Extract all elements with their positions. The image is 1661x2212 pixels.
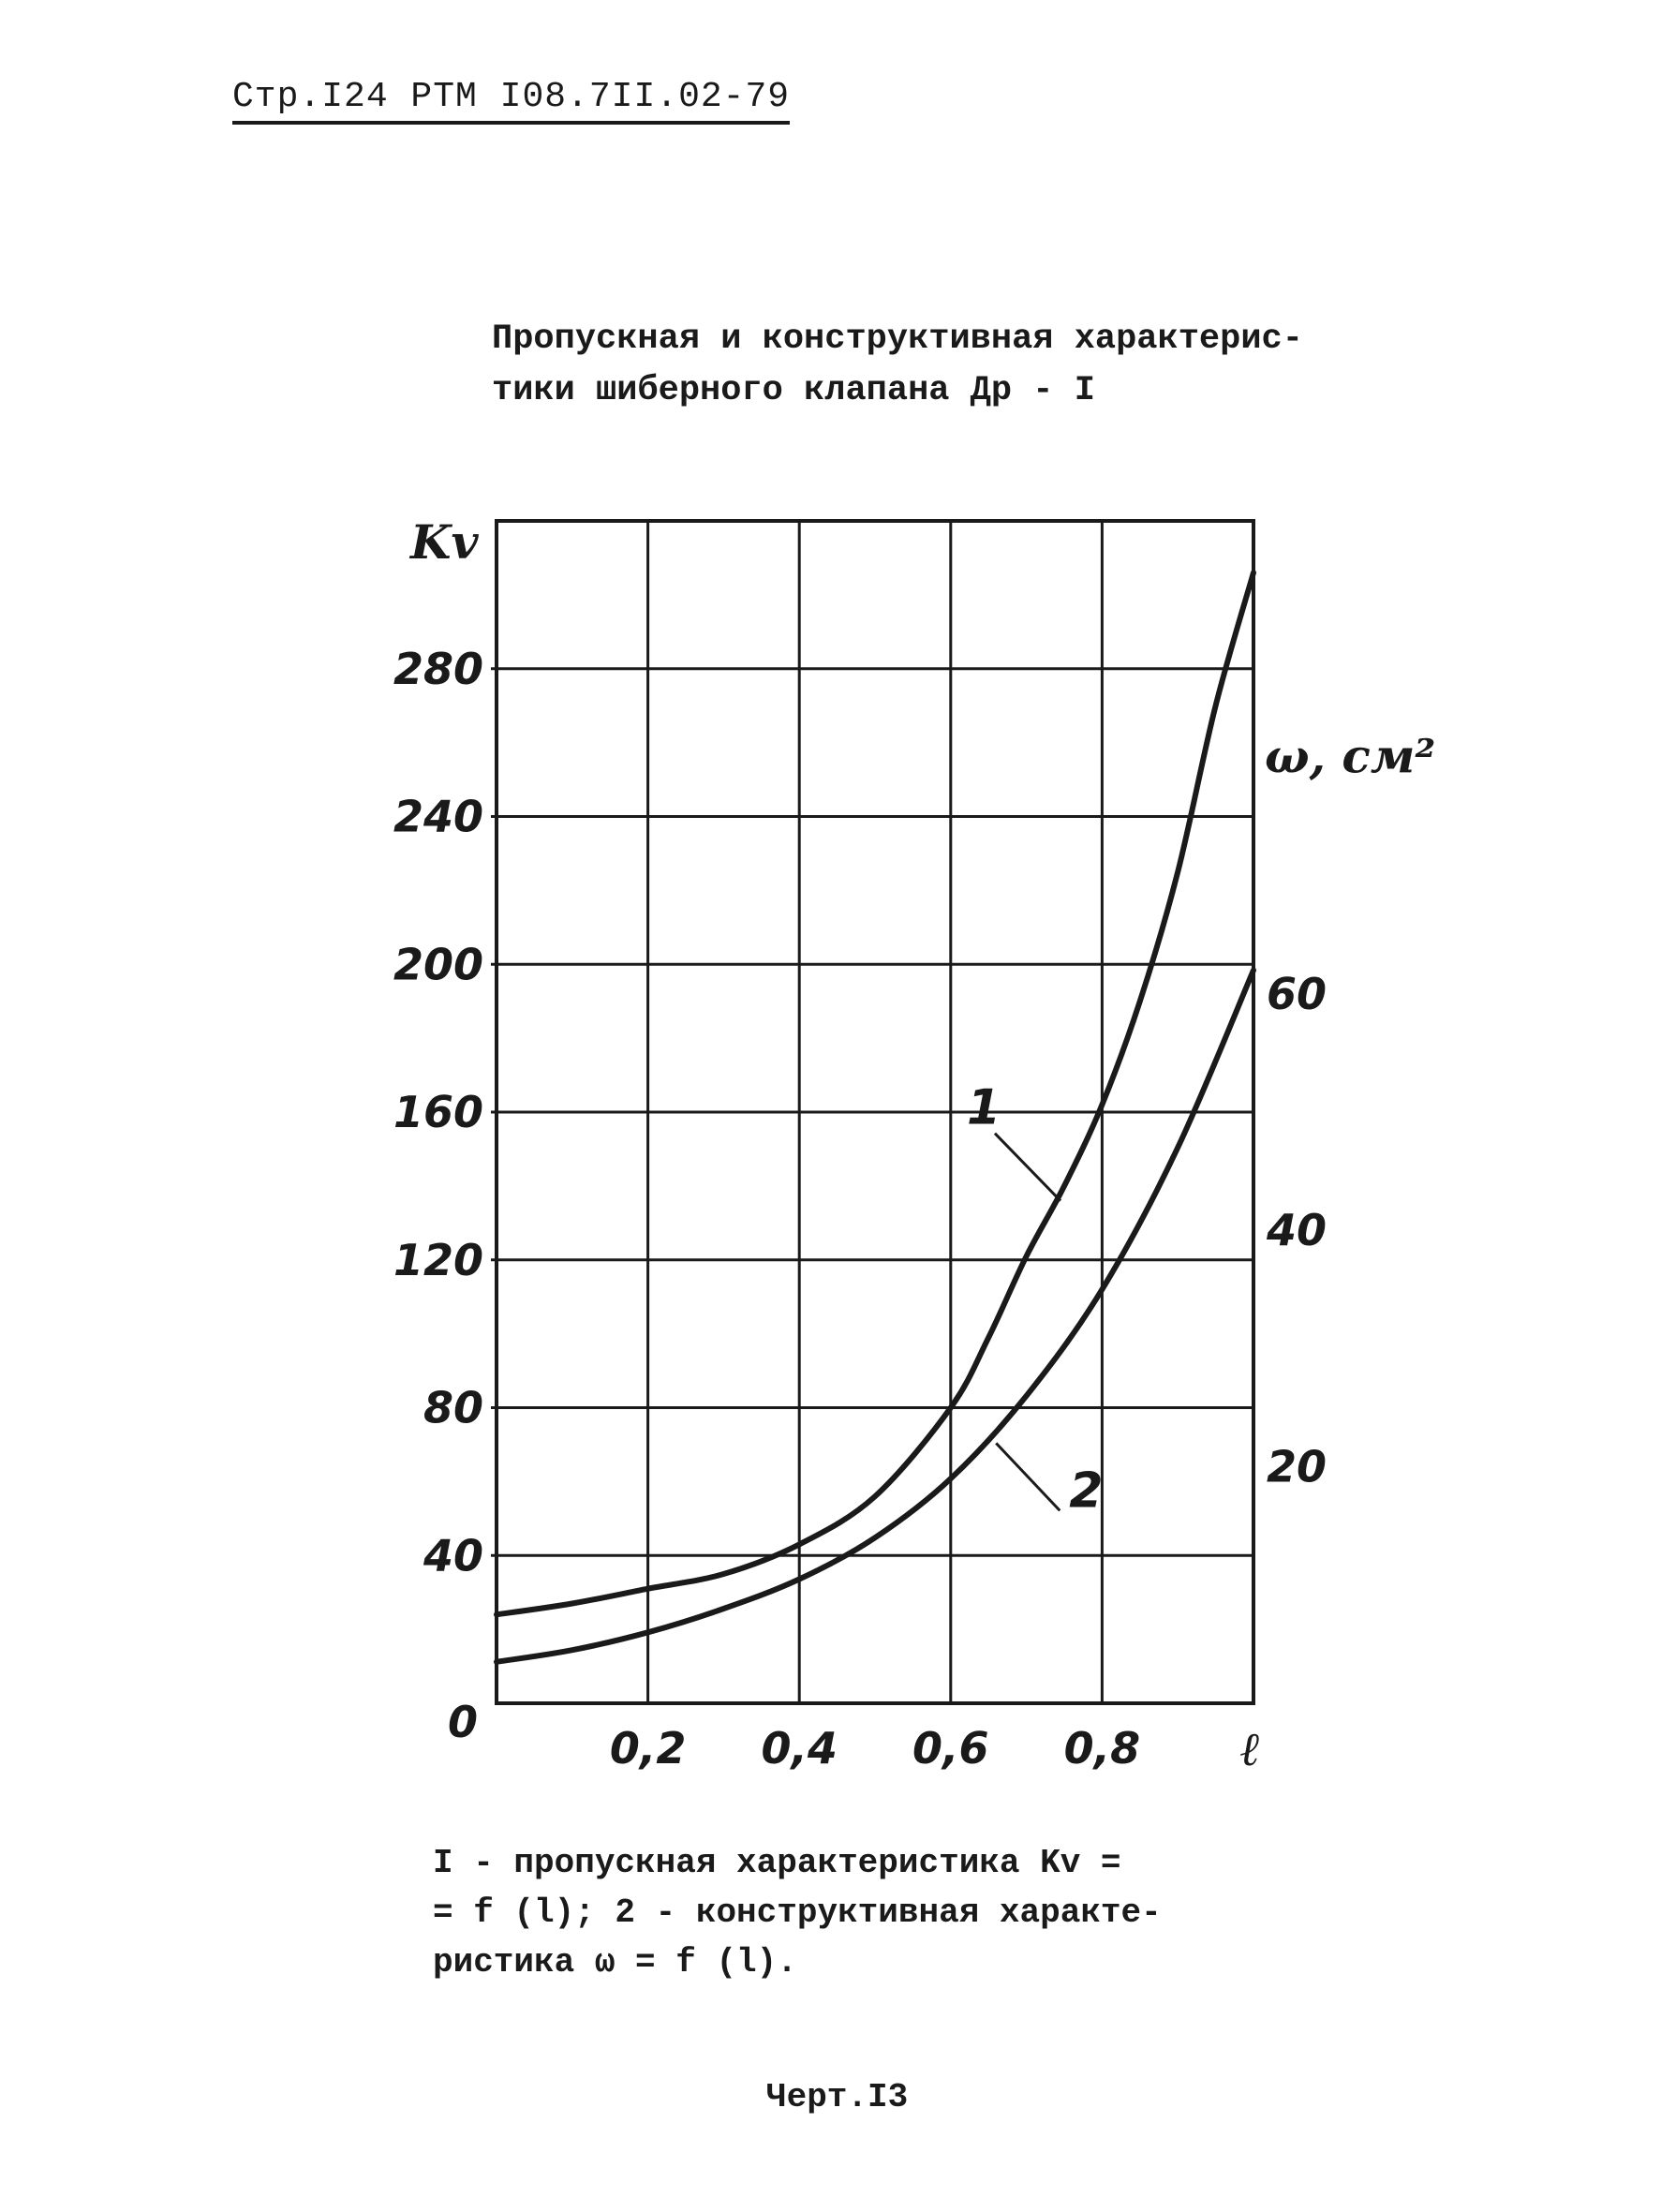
- caption-line-2: = f (l); 2 - конструктивная характе-: [433, 1893, 1162, 1932]
- x-tick-label: 0,4: [761, 1723, 838, 1774]
- y2-axis-label: ω, см²: [1265, 728, 1436, 784]
- y-tick-label: 80: [423, 1382, 483, 1433]
- series-1-label: 1: [966, 1079, 1001, 1136]
- y2-tick-label: 60: [1267, 968, 1327, 1019]
- caption-line-3: ристика ω = f (l).: [433, 1943, 797, 1982]
- series-1-line: [497, 572, 1253, 1614]
- y-tick-label: 280: [393, 643, 483, 694]
- y-tick-label: 160: [393, 1087, 483, 1137]
- x-tick-label: 0,2: [609, 1723, 687, 1774]
- series-2-leader: [996, 1443, 1060, 1510]
- figure-number: Черт.I3: [766, 2078, 909, 2116]
- x-tick-label: 0,8: [1063, 1723, 1141, 1774]
- y2-tick-label: 40: [1267, 1205, 1327, 1256]
- series-layer: [497, 572, 1253, 1662]
- caption-line-1: I - пропускная характеристика Kv =: [433, 1844, 1121, 1882]
- y-tick-label: 240: [393, 791, 483, 842]
- x-tick-label: 0,6: [912, 1723, 989, 1774]
- figure-caption: [433, 1838, 1182, 1987]
- y-tick-label: 120: [393, 1234, 483, 1285]
- y2-tick-label: 20: [1267, 1441, 1327, 1492]
- series-2-line: [497, 971, 1253, 1662]
- y-tick-label: 40: [423, 1530, 483, 1581]
- document-header: Стр.I24 РТМ I08.7II.02-79: [232, 77, 790, 125]
- title-line-2: тики шиберного клапана Др - I: [492, 371, 1095, 410]
- title-line-1: Пропускная и конструктивная характерис-: [492, 319, 1303, 359]
- x-axis-label: ℓ: [1240, 1721, 1261, 1776]
- origin-label: 0: [448, 1697, 479, 1747]
- grid-layer: [491, 521, 1253, 1703]
- series-2-label: 2: [1069, 1462, 1104, 1520]
- y-tick-label: 200: [393, 939, 483, 990]
- ticks-layer: [393, 644, 1327, 1774]
- series-1-leader: [995, 1134, 1060, 1201]
- y-axis-label: Kv: [410, 514, 479, 570]
